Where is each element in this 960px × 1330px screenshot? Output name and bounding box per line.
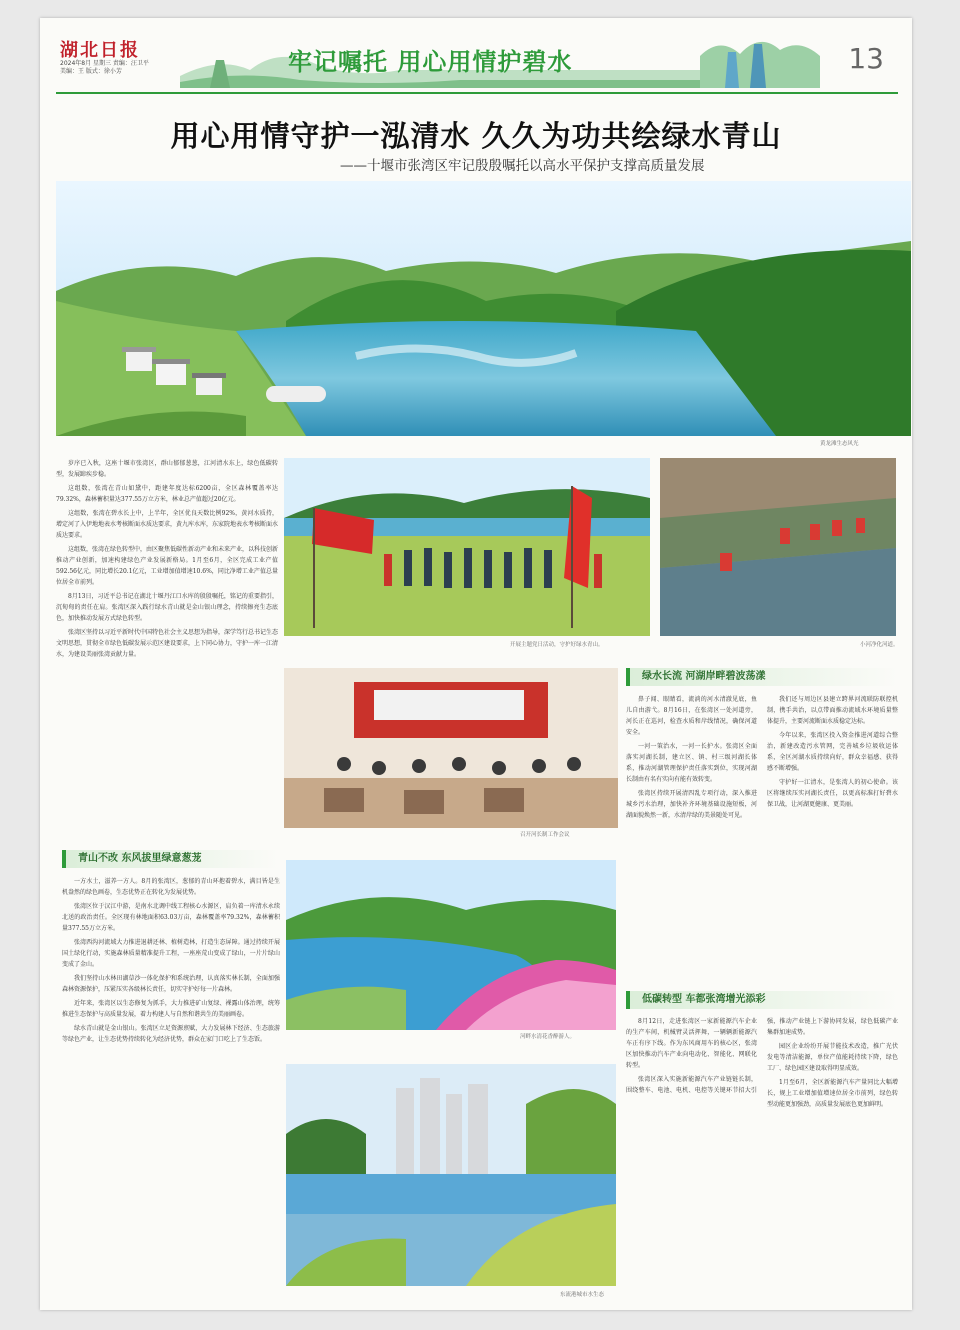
article-paragraph: 近年来，张湾区以生态修复为抓手，大力推进矿山复绿、裸露山体治理，统筹推进生态保护与高质量发展，着力构建人与自然和谐共生的美丽画卷。 [62, 1000, 280, 1018]
intro-paragraph: 这组数，张湾在绿色转型中，由区聚焦低碳性新动产业和未来产业，以科技创新推动产业创新，加速构建绿色产业发展新格局。1月至6月，全区完成工业产值592.56亿元，同比增长20.1亿元，工业增加值增速10.6%，同比净增工业产值总量位居全市前列。 [56, 546, 278, 586]
intro-paragraph: 这组数，张湾在碧水长上中，上半年，全区优良天数比例92%，黄河水质持，增定河了入伊地地表水考核断面水质达要求，黄九库水库，东家院地表水考核断面水质达要求。 [56, 510, 278, 539]
river-cleaning-photo [660, 458, 896, 636]
section-head-green-mountains: 青山不改 东风拔里绿意葱茏 [62, 850, 278, 868]
intro-paragraph: 岁序已入秋，这座十堰市张湾区，群山郁郁葱葱，江河清水东上，绿色低碳转型，发展蹄疾步稳。 [56, 460, 278, 478]
lake-flowers-photo [286, 860, 616, 1030]
masthead [40, 18, 912, 90]
subheadline: ——十堰市张湾区牢记殷殷嘱托以高水平保护支撑高质量发展 [340, 158, 705, 174]
flag-photo-caption: 开展主题党日活动，守护好绿水青山。 [510, 642, 604, 648]
intro-paragraph: 8月13日，习近平总书记在湖北十堰丹江口水库的殷殷嘱托，铭记的重要指引，沉甸甸的责任在肩。张湾区深入践行绿水青山就是金山银山理念，持续擦亮生态底色，加快推动发展方式绿色转型。 [56, 593, 278, 622]
city-caption: 东流港城市水生态 [560, 1292, 605, 1298]
page-number: 13 [848, 42, 884, 75]
green-mountains-article [62, 876, 280, 1300]
article-paragraph: 今年以来，张湾区投入资金推进河道综合整治，新建改造污水管网，完善城乡垃圾收运体系，全区河湖水质持续向好，群众幸福感、获得感不断增强。 [767, 732, 898, 772]
article-paragraph: 守护好一江清水，是张湾人的初心使命。该区将继续压实河湖长责任，以更高标准打好碧水保卫战，让河湖更健康、更美丽。 [767, 779, 898, 808]
meeting-photo [284, 668, 618, 828]
article-paragraph: 我们坚持山水林田湖草沙一体化保护和系统治理，认真落实林长制，全面加强森林资源保护，压紧压实各级林长责任，切实守护好每一片森林。 [62, 975, 280, 993]
article-paragraph: 张湾区位于汉江中游，是南水北调中线工程核心水源区，肩负着一库清水永续北送的政治责任。全区现有林地面积63.03万亩，森林覆盖率79.32%，森林蓄积量377.55万立方米。 [62, 903, 280, 932]
river-photo-caption: 小河净化河道。 [860, 642, 899, 648]
article-paragraph: 园区企业纷纷开展节能技术改造，推广光伏发电等清洁能源，单位产值能耗持续下降，绿色工厂、绿色园区建设取得明显成效。 [767, 1043, 898, 1072]
intro-article [56, 458, 278, 840]
low-carbon-article [626, 1016, 898, 1302]
article-paragraph: 一方水土，滋养一方人。8月的张湾区，葱郁的青山环抱着碧水，满目皆是生机盎然的绿色画卷，生态优势正在转化为发展优势。 [62, 878, 280, 896]
article-paragraph: 张湾区深入实施新能源汽车产业链链长制，围绕整车、电池、电机、电控等关键环节招大引强，推动产业链上下游协同发展，绿色低碳产业集群加速成势。 [626, 1018, 898, 1094]
article-paragraph: 8月12日，走进张湾区一家新能源汽车企业的生产车间，机械臂灵活挥舞，一辆辆新能源汽车正有序下线。作为东风商用车的核心区，张湾区加快推动汽车产业向电动化、智能化、网联化转型。 [626, 1018, 757, 1069]
article-paragraph: 张湾区持续开展清四乱专项行动，深入推进城乡污水治理，加快补齐环境基础设施短板，河湖面貌焕然一新，水清岸绿的美景随处可见。 [626, 790, 757, 819]
city-river-photo [286, 1064, 616, 1286]
meeting-caption: 召开河长制工作会议 [520, 832, 570, 838]
article-paragraph: 张湾西沟河流域大力推进退耕还林、植树造林，打造生态屏障。通过持续开展国土绿化行动，实施森林质量精准提升工程，一座座荒山变成了绿山，一片片绿山变成了金山。 [62, 939, 280, 968]
article-paragraph: 鼻子闻、眼睛看，流淌的河水清澈见底，鱼儿自由游弋。8月16日，在张湾区一处河道旁，河长正在巡河，检查水质和岸线情况，确保河道安全。 [626, 696, 757, 736]
newspaper-logo: 湖北日报 [60, 40, 140, 61]
section-head-green-water: 绿水长流 河湖岸畔碧波荡漾 [626, 668, 898, 686]
newspaper-page [40, 18, 912, 1310]
party-flag-photo [284, 458, 650, 636]
masthead-meta: 2024年8月 星期三 责编：汪卫平 美编：王 版式：徐小芳 [60, 60, 149, 75]
green-water-article [626, 694, 898, 990]
article-paragraph: 绿水青山就是金山银山。张湾区立足资源禀赋，大力发展林下经济、生态旅游等绿色产业，让生态优势持续转化为经济优势，群众在家门口吃上了生态饭。 [62, 1025, 280, 1043]
column-title: 牢记嘱托 用心用情护碧水 [288, 48, 573, 76]
section-head-low-carbon: 低碳转型 车都张湾增光添彩 [626, 991, 898, 1009]
article-paragraph: 一河一策治水，一河一长护水。张湾区全面落实河湖长制，建立区、镇、村三级河湖长体系，推动河湖管理保护责任落实到位，实现河湖长制由有名有实向有能有效转变。 [626, 743, 757, 783]
masthead-rule [56, 92, 898, 94]
headline: 用心用情守护一泓清水 久久为功共绘绿水青山 [170, 119, 782, 153]
hero-lake-photo [56, 181, 911, 436]
hero-caption: 黄龙滩生态风光 [820, 441, 859, 447]
article-paragraph: 1月至6月，全区新能源汽车产量同比大幅增长，规上工业增加值增速位居全市前列，绿色转型动能更加强劲，高质量发展底色更加鲜明。 [767, 1079, 898, 1108]
intro-paragraph: 这组数，张湾在青山如黛中，距建年度达标6200亩，全区森林覆盖率达79.32%，森林蓄积量达377.55万立方米，林业总产值超过20亿元。 [56, 485, 278, 503]
lake-flowers-caption: 河畔水清花香醉游人。 [520, 1034, 576, 1040]
intro-paragraph: 张湾区坚持以习近平新时代中国特色社会主义思想为指导，深学笃行总书记生态文明思想，贯彻全市绿色低碳发展示范区建设要求，上下同心协力，守护一库一江清水，为建设美丽张湾贡献力量。 [56, 629, 278, 658]
article-paragraph: 我们还与周边区县建立跨界河流联防联控机制，携手共治，以点带面推动流域水环境质量整体提升，主要河流断面水质稳定达标。 [767, 696, 898, 725]
